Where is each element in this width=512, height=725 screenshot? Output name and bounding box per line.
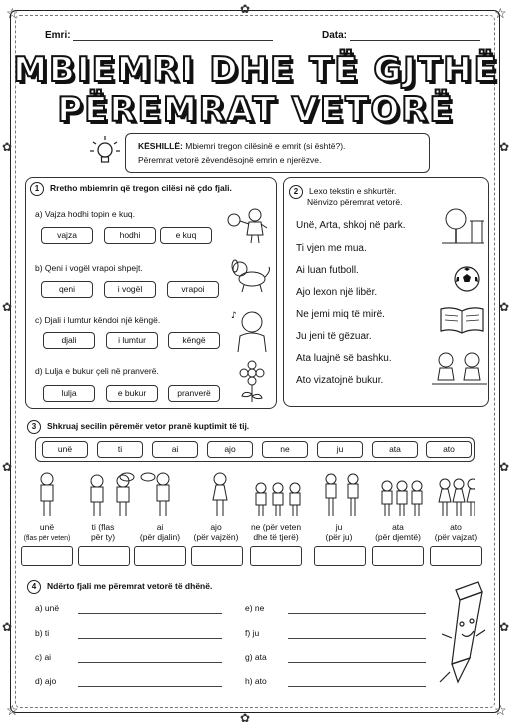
lightbulb-icon	[88, 133, 122, 171]
meaning-label: ju (për ju)	[325, 522, 353, 542]
flower-deco-icon: ✿	[499, 300, 510, 314]
sentence-prompt: d) ajo	[35, 676, 57, 686]
section4-number: 4	[27, 580, 41, 594]
reading-line: Unë, Arta, shkoj në park.	[296, 220, 406, 231]
pronoun-option[interactable]: ato	[426, 441, 472, 458]
tip-box	[125, 133, 430, 173]
pronoun-option[interactable]: ti	[97, 441, 143, 458]
park-tree-icon	[440, 207, 486, 247]
pencil-character-icon	[438, 578, 488, 688]
meaning-label: unë (flas për veten)	[23, 522, 71, 542]
answer-box[interactable]	[191, 546, 243, 566]
word-option[interactable]: hodhi	[104, 227, 156, 244]
page-title-line1: MBIEMRI DHE TË GJTHË	[13, 50, 499, 90]
meaning-label: ti (flas për ty)	[90, 522, 116, 542]
pronoun-option[interactable]: ne	[262, 441, 308, 458]
tip-label: KËSHILLË:	[138, 141, 183, 151]
meaning-label: ata (për djemtë)	[375, 522, 421, 542]
flower-deco-icon: ✿	[2, 140, 13, 154]
sentence-prompt: f) ju	[245, 628, 260, 638]
answer-line[interactable]	[78, 613, 222, 614]
word-option[interactable]: pranverë	[168, 385, 220, 402]
dog-icon	[228, 255, 273, 295]
answer-box[interactable]	[430, 546, 482, 566]
pronoun-option[interactable]: ata	[372, 441, 418, 458]
star-icon: ☆	[494, 702, 507, 718]
svg-text:♪: ♪	[231, 311, 237, 321]
pronoun-option[interactable]: ajo	[207, 441, 253, 458]
star-icon: ☆	[6, 702, 19, 718]
reading-line: Ne jemi miq të mirë.	[296, 309, 385, 320]
section2-number: 2	[289, 185, 303, 199]
boy-singing-icon	[228, 308, 273, 352]
star-icon: ☆	[6, 5, 19, 21]
answer-line[interactable]	[288, 613, 426, 614]
people-illustrations	[35, 472, 475, 518]
reading-line: Ato vizatojnë bukur.	[296, 375, 384, 386]
answer-line[interactable]	[78, 662, 222, 663]
section1-sentence-d: d) Lulja e bukur çeli në pranverë.	[35, 366, 159, 376]
pronoun-option[interactable]: unë	[42, 441, 88, 458]
answer-box[interactable]	[314, 546, 366, 566]
sentence-prompt: e) ne	[245, 603, 265, 613]
word-option[interactable]: e kuq	[160, 227, 212, 244]
word-option[interactable]: i lumtur	[106, 332, 158, 349]
flower-deco-icon: ✿	[240, 2, 251, 16]
answer-box[interactable]	[21, 546, 73, 566]
tip-line2: Përemrat vetorë zëvendësojnë emrin e njerëzve.	[138, 155, 322, 165]
pronoun-option[interactable]: ju	[317, 441, 363, 458]
word-option[interactable]: këngë	[168, 332, 220, 349]
section2-subtitle: Nënvizo përemrat vetorë.	[307, 197, 403, 207]
meaning-label: ai (për djalin)	[139, 522, 181, 542]
answer-box[interactable]	[134, 546, 186, 566]
date-field[interactable]	[322, 30, 480, 41]
answer-line[interactable]	[288, 662, 426, 663]
reading-line: Ju jeni të gëzuar.	[296, 331, 372, 342]
sentence-prompt: h) ato	[245, 676, 267, 686]
answer-line[interactable]	[78, 686, 222, 687]
section1-number: 1	[30, 182, 44, 196]
date-line[interactable]	[350, 30, 480, 41]
answer-line[interactable]	[288, 686, 426, 687]
section1-sentence-b: b) Qeni i vogël vrapoi shpejt.	[35, 263, 143, 273]
flower-icon	[232, 360, 272, 404]
word-option[interactable]: e bukur	[106, 385, 158, 402]
word-option[interactable]: lulja	[43, 385, 95, 402]
sentence-prompt: b) ti	[35, 628, 50, 638]
section2-title: 2 Lexo tekstin e shkurtër.	[289, 185, 396, 199]
flower-deco-icon: ✿	[499, 620, 510, 634]
girl-ball-icon	[225, 205, 270, 245]
section1-sentence-c: c) Djali i lumtur këndoi një këngë.	[35, 315, 161, 325]
page-title-line2: PËREMRAT VETORË	[57, 90, 455, 130]
flower-deco-icon: ✿	[2, 460, 13, 474]
name-line[interactable]	[73, 30, 273, 41]
name-field[interactable]	[45, 30, 273, 41]
section3-number: 3	[27, 420, 41, 434]
reading-line: Ata luajnë së bashku.	[296, 353, 392, 364]
word-option[interactable]: djali	[43, 332, 95, 349]
flower-deco-icon: ✿	[499, 460, 510, 474]
answer-box[interactable]	[372, 546, 424, 566]
flower-deco-icon: ✿	[499, 140, 510, 154]
word-option[interactable]: vajza	[41, 227, 93, 244]
date-label: Data:	[322, 30, 348, 41]
open-book-icon	[438, 305, 486, 335]
answer-line[interactable]	[78, 638, 222, 639]
answer-line[interactable]	[288, 638, 426, 639]
section4-title: 4 Ndërto fjali me përemrat vetorë të dhënë.	[27, 580, 212, 594]
section3-title: 3 Shkruaj secilin përemër vetor pranë kuptimit të tij.	[27, 420, 249, 434]
meaning-label: ne (për veten dhe të tjerë)	[250, 522, 302, 542]
tip-line1: Mbiemri tregon cilësinë e emrit (si është?).	[185, 141, 346, 151]
answer-box[interactable]	[250, 546, 302, 566]
section1-title: 1 Rretho mbiemrin që tregon cilësi në çdo fjali.	[30, 182, 232, 196]
reading-line: Ai luan futboll.	[296, 265, 359, 276]
sentence-prompt: a) unë	[35, 603, 60, 613]
flower-deco-icon: ✿	[240, 711, 251, 725]
name-label: Emri:	[45, 30, 71, 41]
flower-deco-icon: ✿	[2, 620, 13, 634]
meaning-label: ato (për vajzat)	[434, 522, 478, 542]
reading-line: Ajo lexon një libër.	[296, 287, 378, 298]
flower-deco-icon: ✿	[2, 300, 13, 314]
soccer-ball-icon	[453, 265, 481, 293]
star-icon: ☆	[494, 5, 507, 21]
word-option[interactable]: qeni	[41, 281, 93, 298]
word-option[interactable]: i vogël	[104, 281, 156, 298]
pronoun-option[interactable]: ai	[152, 441, 198, 458]
kids-playing-icon	[432, 350, 487, 390]
answer-box[interactable]	[78, 546, 130, 566]
word-option[interactable]: vrapoi	[167, 281, 219, 298]
section1-sentence-a: a) Vajza hodhi topin e kuq.	[35, 209, 136, 219]
sentence-prompt: g) ata	[245, 652, 267, 662]
meaning-label: ajo (për vajzën)	[193, 522, 239, 542]
sentence-prompt: c) ai	[35, 652, 52, 662]
reading-line: Ti vjen me mua.	[296, 243, 367, 254]
